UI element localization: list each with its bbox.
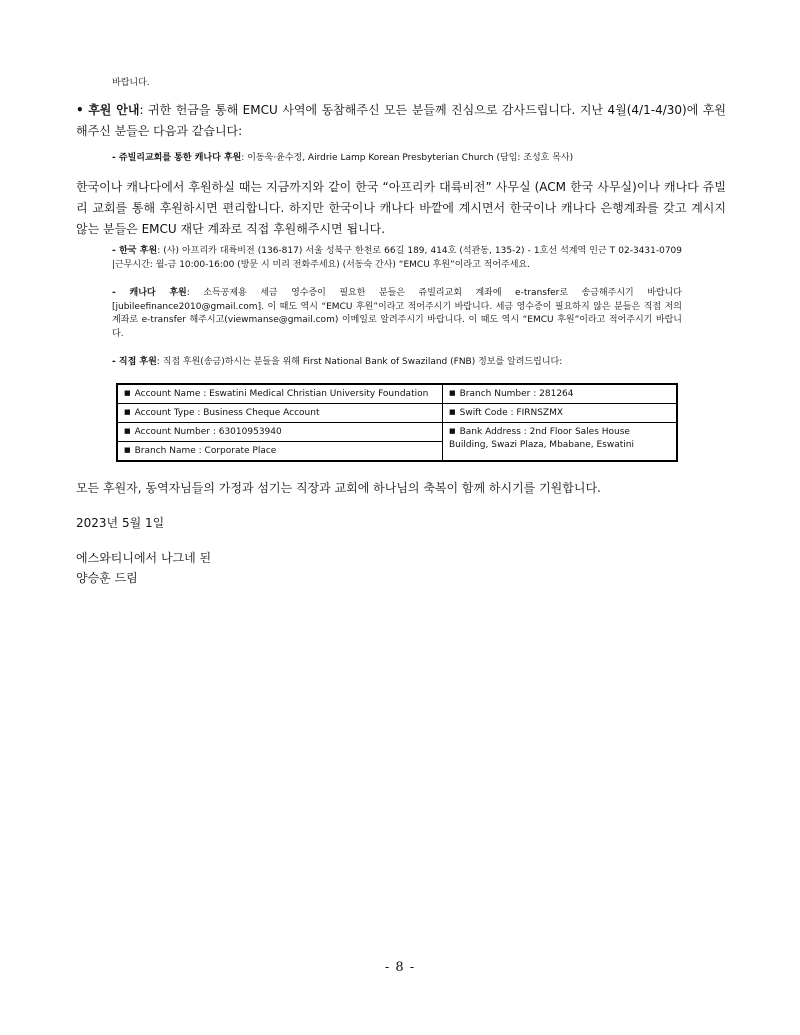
- branch-name-text: Branch Name : Corporate Place: [134, 446, 277, 456]
- account-name-text: Account Name : Eswatini Medical Christian University Foundation: [134, 389, 429, 399]
- account-type-text: Account Type : Business Cheque Account: [134, 408, 320, 418]
- swift-code-text: Swift Code : FIRNSZMX: [459, 408, 564, 418]
- table-row: [117, 404, 677, 423]
- square-bullet-icon: ■: [124, 427, 131, 435]
- sponsor-guide-paragraph: [76, 100, 726, 142]
- square-bullet-icon: ■: [449, 389, 456, 397]
- direct-sponsor-item: [112, 355, 682, 369]
- account-number-text: Account Number : 63010953940: [134, 427, 282, 437]
- branch-number-text: Branch Number : 281264: [459, 389, 574, 399]
- signature-line-2: 양승훈 드림: [76, 571, 138, 585]
- letter-date: 2023년 5월 1일: [76, 516, 165, 530]
- canada-church-sponsor-label: - 쥬빌리교회를 통한 캐나다 후원: [112, 153, 242, 163]
- table-row: [117, 423, 677, 442]
- canada-sponsor-text: : 소득공제용 세금 영수증이 필요한 분들은 쥬빌리교회 계좌에 e-transfer로 송금해주시기 바랍니다 [jubileefinance2010@gmail.com]. 이 때도 역시 “EMCU 후원”이라고 적어주시기 바랍니다. 세금 영수증이 필요하지 않은 분들은 직접 저의 계좌로 e-transfer 해주시고(viewmanse@gmail.com) 이메일로 알려주시기 바랍니다. 이 때도 역시 “EMCU 후원”이라고 적어주시기 바랍니다.: [112, 288, 682, 339]
- bullet-icon: •: [76, 103, 84, 117]
- korea-sponsor-text: : (사) 아프리카 대륙비전 (136-817) 서울 성북구 한천로 66길 189, 414호 (석관동, 135-2) - 1호선 석계역 인근 T 02-3431-0709 |근무시간: 월-금 10:00-16:00 (방문 시 미리 전화주세요) (서동숙 간사) “EMCU 후원”이라고 적어주세요.: [112, 246, 682, 270]
- page-number: - 8 -: [384, 960, 416, 975]
- square-bullet-icon: ■: [449, 408, 456, 416]
- canada-church-sponsor-text: : 이동욱·윤수정, Airdrie Lamp Korean Presbyterian Church (담임: 조성호 목사): [241, 153, 574, 163]
- account-name-cell: [117, 384, 443, 404]
- square-bullet-icon: ■: [124, 446, 131, 454]
- signature-line-1: 에스와티니에서 나그네 된: [76, 551, 212, 565]
- branch-number-cell: [443, 384, 678, 404]
- korea-canada-paragraph: 한국이나 캐나다에서 후원하실 때는 지금까지와 같이 한국 “아프리카 대륙비전” 사무실 (ACM 한국 사무실)이나 캐나다 쥬빌리 교회를 통해 후원하시면 편리합니다. 하지만 한국이나 캐나다 바깥에 계시면서 한국이나 캐나다 은행계좌를 갖고 계시지 않는 분들은 EMCU 재단 계좌로 직접 후원해주시면 됩니다.: [76, 180, 726, 236]
- sponsor-guide-label: 후원 안내: [88, 103, 140, 117]
- fragment-text: 바랍니다.: [112, 78, 150, 88]
- swift-code-cell: [443, 404, 678, 423]
- bank-info-table: [116, 383, 678, 462]
- bank-address-text: Bank Address : 2nd Floor Sales House Building, Swazi Plaza, Mbabane, Eswatini: [449, 427, 634, 450]
- branch-name-cell: [117, 442, 443, 462]
- continued-text-fragment: [112, 76, 762, 90]
- canada-sponsor-item: [112, 287, 682, 341]
- square-bullet-icon: ■: [124, 389, 131, 397]
- korea-sponsor-label: - 한국 후원: [112, 246, 158, 256]
- direct-sponsor-text: : 직접 후원(송금)하시는 분들을 위해 First National Bank of Swaziland (FNB) 정보를 알려드립니다:: [156, 357, 563, 367]
- korea-sponsor-item: [112, 245, 682, 272]
- canada-church-sponsor-line: [112, 151, 682, 165]
- sponsor-guide-text: : 귀한 헌금을 통해 EMCU 사역에 동참해주신 모든 분들께 진심으로 감사드립니다. 지난 4월(4/1-4/30)에 후원해주신 분들은 다음과 같습니다:: [76, 103, 726, 138]
- direct-sponsor-label: - 직접 후원: [112, 357, 157, 367]
- canada-sponsor-label: - 캐나다 후원: [112, 288, 187, 298]
- square-bullet-icon: ■: [124, 408, 131, 416]
- table-row: [117, 384, 677, 404]
- account-number-cell: [117, 423, 443, 442]
- account-type-cell: [117, 404, 443, 423]
- square-bullet-icon: ■: [449, 427, 456, 435]
- closing-blessing: 모든 후원자, 동역자님들의 가정과 섬기는 직장과 교회에 하나님의 축복이 함께 하시기를 기원합니다.: [76, 481, 601, 495]
- bank-address-cell: [443, 423, 678, 462]
